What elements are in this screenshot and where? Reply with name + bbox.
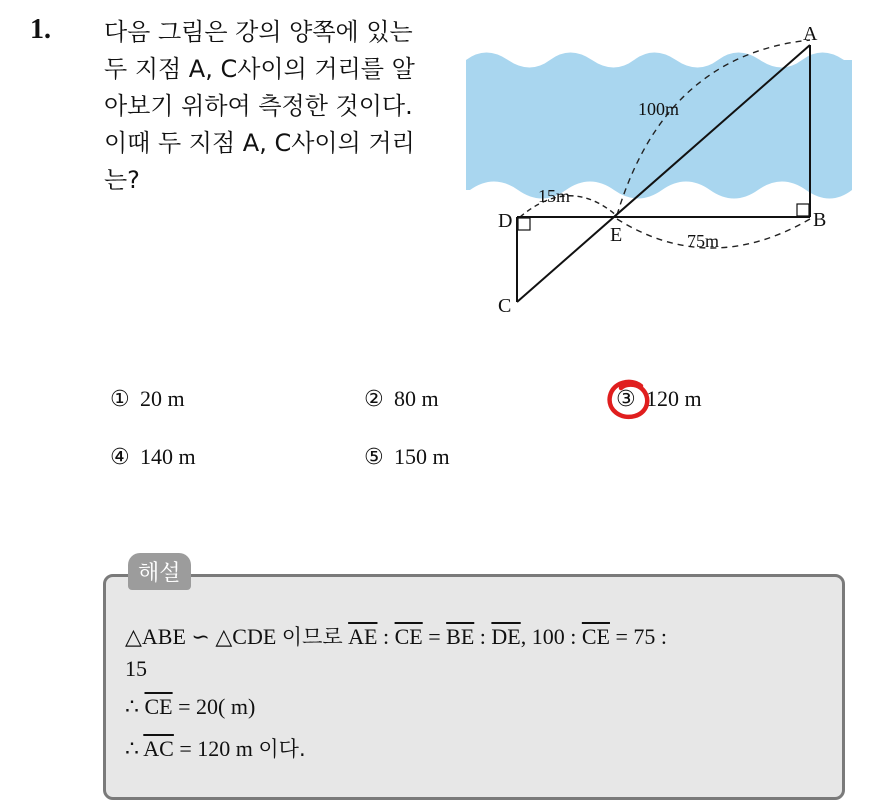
question-line: 아보기 위하여 측정한 것이다. bbox=[104, 92, 413, 120]
option-marker: ① bbox=[110, 387, 130, 412]
korean-text: 이다. bbox=[258, 737, 306, 761]
length-eb: 75m bbox=[687, 231, 720, 251]
option-text: 20 m bbox=[140, 386, 185, 411]
length-de: 15m bbox=[538, 186, 571, 206]
option-marker: ② bbox=[364, 387, 384, 412]
segment-ce: $\overline{CE}$ bbox=[394, 624, 423, 649]
option-marker: ⑤ bbox=[364, 445, 384, 470]
label-a: A bbox=[803, 23, 818, 45]
ratio-text: = 75 : bbox=[609, 624, 667, 649]
option-2[interactable] bbox=[364, 386, 439, 412]
segment-ce: $\overline{CE}$ bbox=[144, 694, 173, 719]
question-line: 이때 두 지점 A, C사이의 거리 bbox=[104, 129, 415, 157]
question-line: 두 지점 A, C사이의 거리를 알 bbox=[104, 55, 415, 83]
solution-title: 해설 bbox=[128, 553, 191, 590]
answer-circle-mark bbox=[605, 378, 655, 424]
option-marker: ③ bbox=[616, 387, 636, 412]
segment-ac: $\overline{AC}$ bbox=[143, 736, 174, 761]
question-line: 다음 그림은 강의 양쪽에 있는 bbox=[104, 18, 413, 46]
right-angle-d bbox=[518, 218, 530, 230]
river-diagram bbox=[460, 15, 860, 325]
therefore-symbol: ∴ bbox=[125, 694, 145, 719]
right-angle-b bbox=[797, 204, 809, 216]
question-line: 는? bbox=[104, 166, 140, 194]
question-text bbox=[104, 14, 449, 199]
similar-triangles: △ABE ∽ △CDE bbox=[125, 624, 277, 649]
ratio-text: , 100 : bbox=[520, 624, 582, 649]
colon: : bbox=[377, 624, 395, 649]
therefore-symbol: ∴ bbox=[125, 736, 144, 761]
label-d: D bbox=[498, 210, 513, 232]
option-4[interactable] bbox=[110, 444, 196, 470]
label-c: C bbox=[498, 295, 512, 317]
segment-be: $\overline{BE}$ bbox=[446, 624, 475, 649]
colon: : bbox=[474, 624, 492, 649]
option-text: 140 m bbox=[140, 444, 196, 469]
question-number: 1. bbox=[30, 14, 51, 45]
segment-ce: $\overline{CE}$ bbox=[581, 624, 610, 649]
korean-text: 이므로 bbox=[281, 625, 343, 649]
option-text: 150 m bbox=[394, 444, 450, 469]
option-text: 120 m bbox=[646, 386, 702, 411]
option-text: 80 m bbox=[394, 386, 439, 411]
solution-box bbox=[103, 574, 845, 800]
solution-line-4 bbox=[125, 733, 306, 763]
solution-line-3 bbox=[125, 694, 255, 720]
solution-line-2: 15 bbox=[125, 656, 147, 681]
label-e: E bbox=[610, 224, 623, 246]
result-text: = 20( m) bbox=[172, 694, 256, 719]
equals: = bbox=[422, 624, 447, 649]
solution-line-1 bbox=[125, 621, 667, 651]
segment-ae: $\overline{AE}$ bbox=[348, 624, 378, 649]
segment-de: $\overline{DE}$ bbox=[491, 624, 521, 649]
result-text: = 120 m bbox=[173, 736, 253, 761]
option-5[interactable] bbox=[364, 444, 450, 470]
length-ae: 100m bbox=[638, 99, 680, 119]
option-marker: ④ bbox=[110, 445, 130, 470]
label-b: B bbox=[813, 209, 827, 231]
option-1[interactable] bbox=[110, 386, 185, 412]
